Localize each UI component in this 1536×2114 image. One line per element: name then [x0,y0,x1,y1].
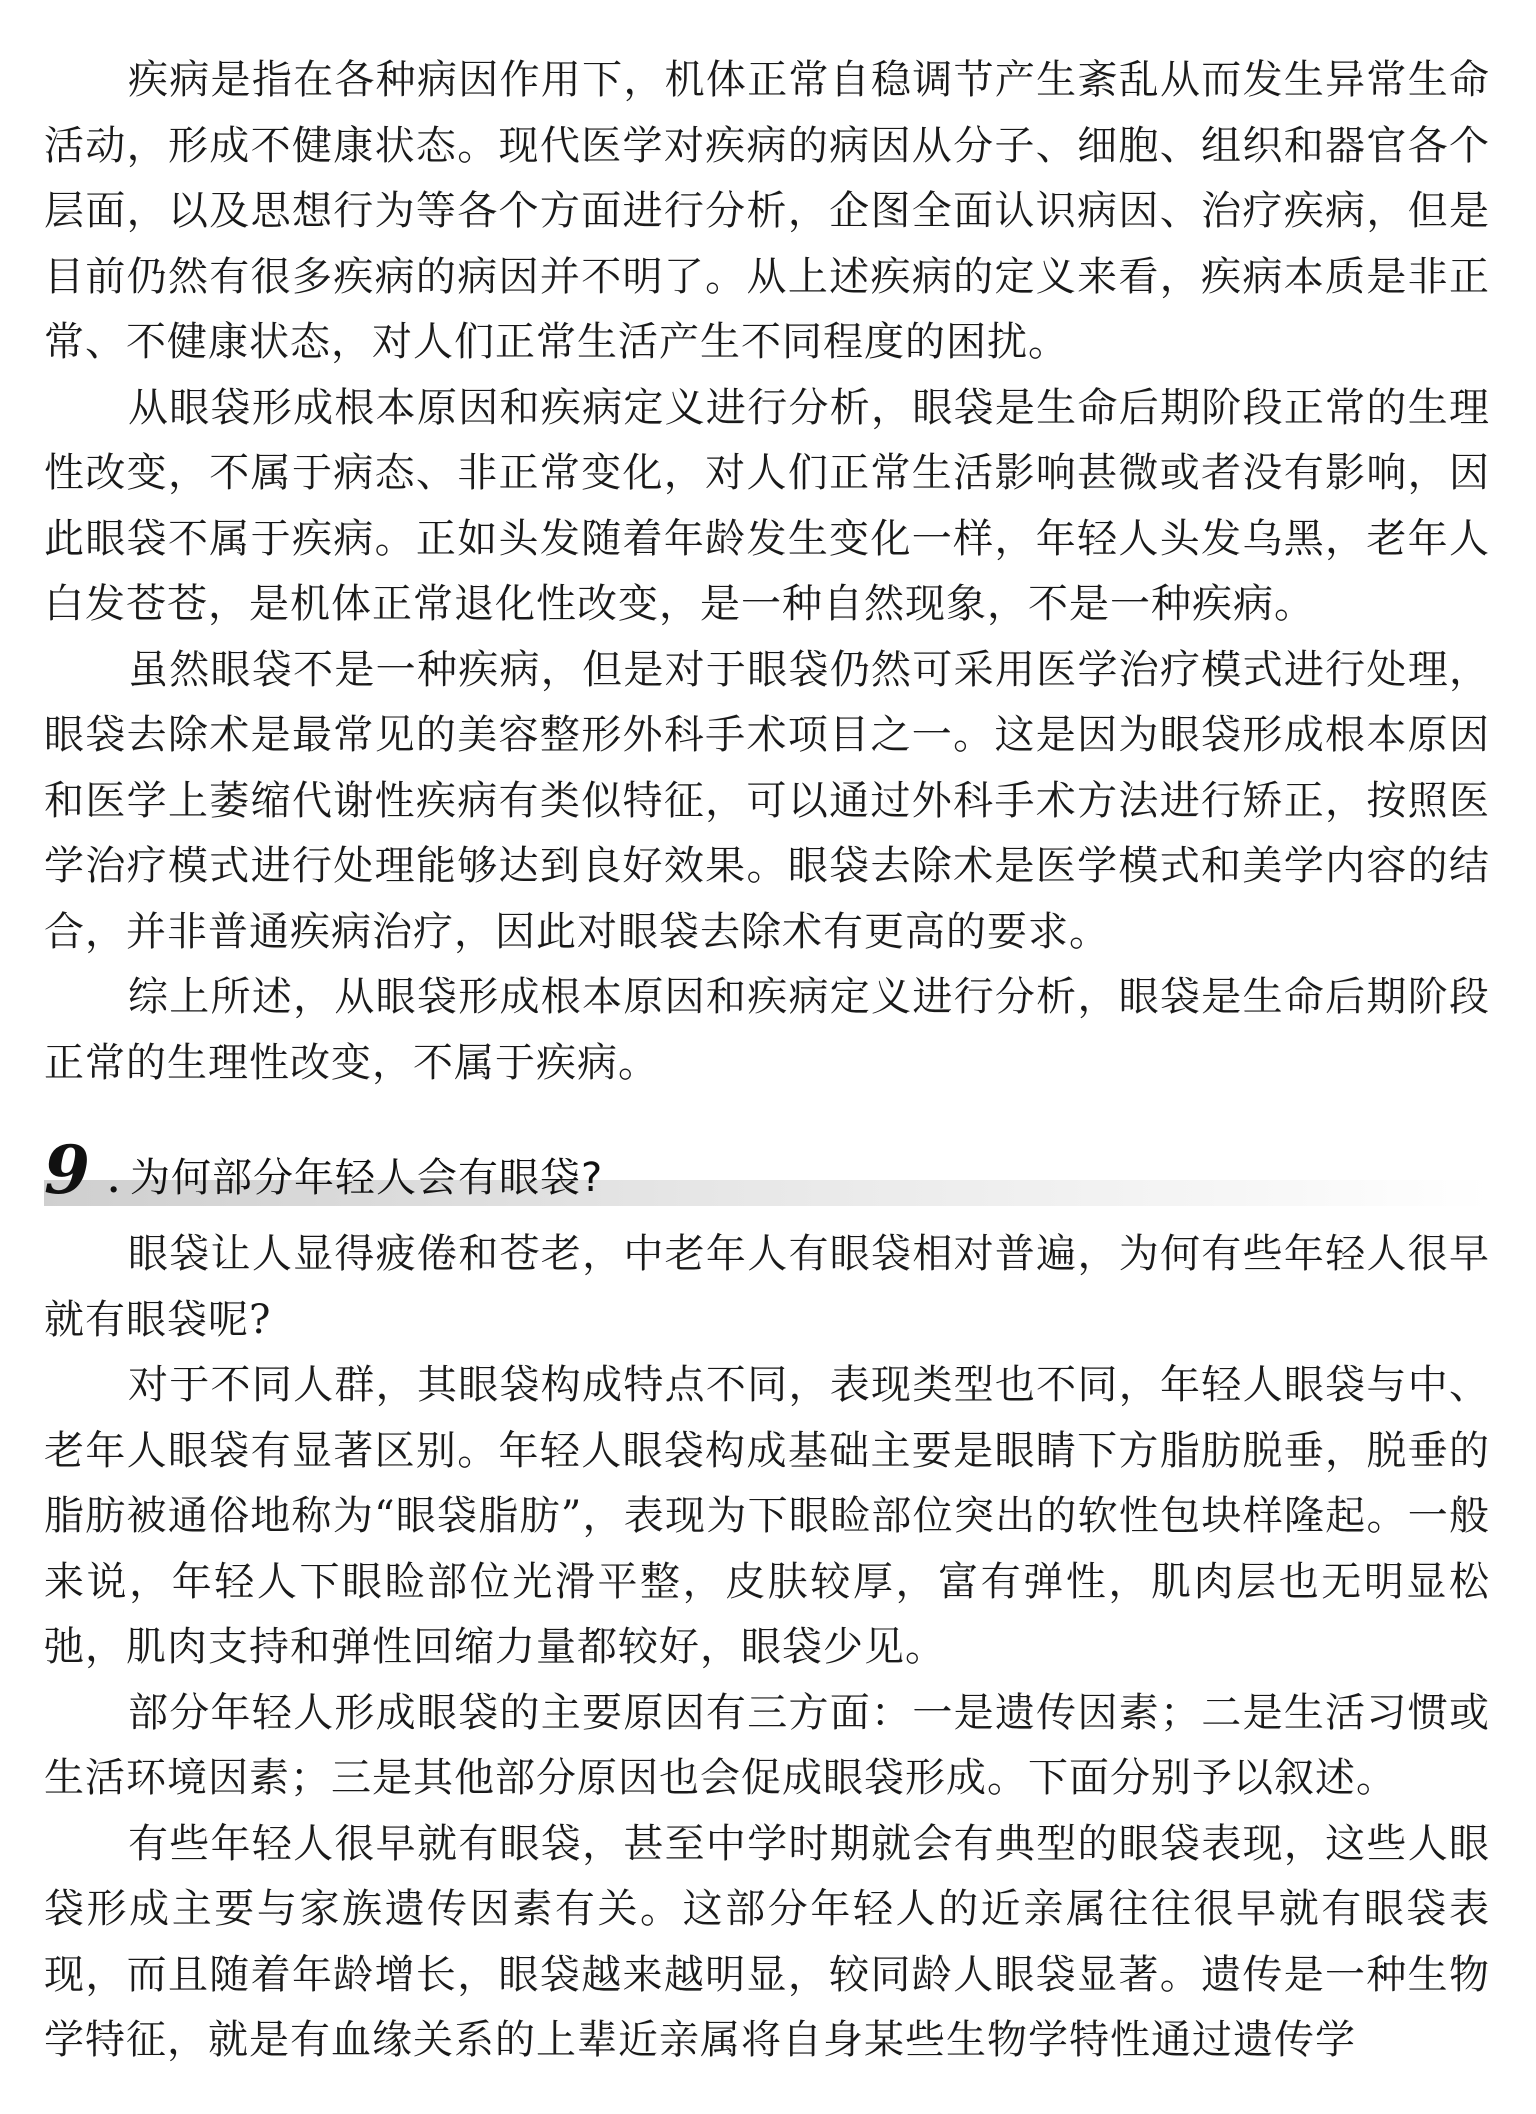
paragraph: 综上所述，从眼袋形成根本原因和疾病定义进行分析，眼袋是生命后期阶段正常的生理性改变，不属于疾病。 [44,974,1490,1086]
paragraph: 虽然眼袋不是一种疾病，但是对于眼袋仍然可采用医学治疗模式进行处理，眼袋去除术是最常见的美容整形外科手术项目之一。这是因为眼袋形成根本原因和医学上萎缩代谢性疾病有类似特征，可以通过外科手术方法进行矫正，按照医学治疗模式进行处理能够达到良好效果。眼袋去除术是医学模式和美学内容的结合，并非普通疾病治疗，因此对眼袋去除术有更高的要求。 [44,646,1490,955]
intro-section [44,48,1490,1096]
section-number: 9 [44,1131,90,1209]
paragraph: 疾病是指在各种病因作用下，机体正常自稳调节产生紊乱从而发生异常生命活动，形成不健康状态。现代医学对疾病的病因从分子、细胞、组织和器官各个层面，以及思想行为等各个方面进行分析，企图全面认识病因、治疗疾病，但是目前仍然有很多疾病的病因并不明了。从上述疾病的定义来看，疾病本质是非正常、不健康状态，对人们正常生活产生不同程度的困扰。 [44,57,1490,365]
section-heading [44,1131,1490,1212]
paragraph: 眼袋让人显得疲倦和苍老，中老年人有眼袋相对普遍，为何有些年轻人很早就有眼袋呢? [44,1231,1490,1343]
document-page [44,48,1490,2074]
section-number-dot: . [106,1148,122,1204]
section-title: 为何部分年轻人会有眼袋? [130,1155,604,1201]
paragraph: 对于不同人群，其眼袋构成特点不同，表现类型也不同，年轻人眼袋与中、老年人眼袋有显著区别。年轻人眼袋构成基础主要是眼睛下方脂肪脱垂，脱垂的脂肪被通俗地称为“眼袋脂肪”，表现为下眼睑部位突出的软性包块样隆起。一般来说，年轻人下眼睑部位光滑平整，皮肤较厚，富有弹性，肌肉层也无明显松弛，肌肉支持和弹性回缩力量都较好，眼袋少见。 [44,1362,1490,1670]
paragraph: 部分年轻人形成眼袋的主要原因有三方面：一是遗传因素；二是生活习惯或生活环境因素；三是其他部分原因也会促成眼袋形成。下面分别予以叙述。 [44,1689,1490,1801]
section-body [44,1222,1490,2074]
paragraph: 从眼袋形成根本原因和疾病定义进行分析，眼袋是生命后期阶段正常的生理性改变，不属于病态、非正常变化，对人们正常生活影响甚微或者没有影响，因此眼袋不属于疾病。正如头发随着年龄发生变化一样，年轻人头发乌黑，老年人白发苍苍，是机体正常退化性改变，是一种自然现象，不是一种疾病。 [44,384,1490,627]
paragraph: 有些年轻人很早就有眼袋，甚至中学时期就会有典型的眼袋表现，这些人眼袋形成主要与家族遗传因素有关。这部分年轻人的近亲属往往很早就有眼袋表现，而且随着年龄增长，眼袋越来越明显，较同龄人眼袋显著。遗传是一种生物学特征，就是有血缘关系的上辈近亲属将自身某些生物学特性通过遗传学 [44,1820,1490,2063]
